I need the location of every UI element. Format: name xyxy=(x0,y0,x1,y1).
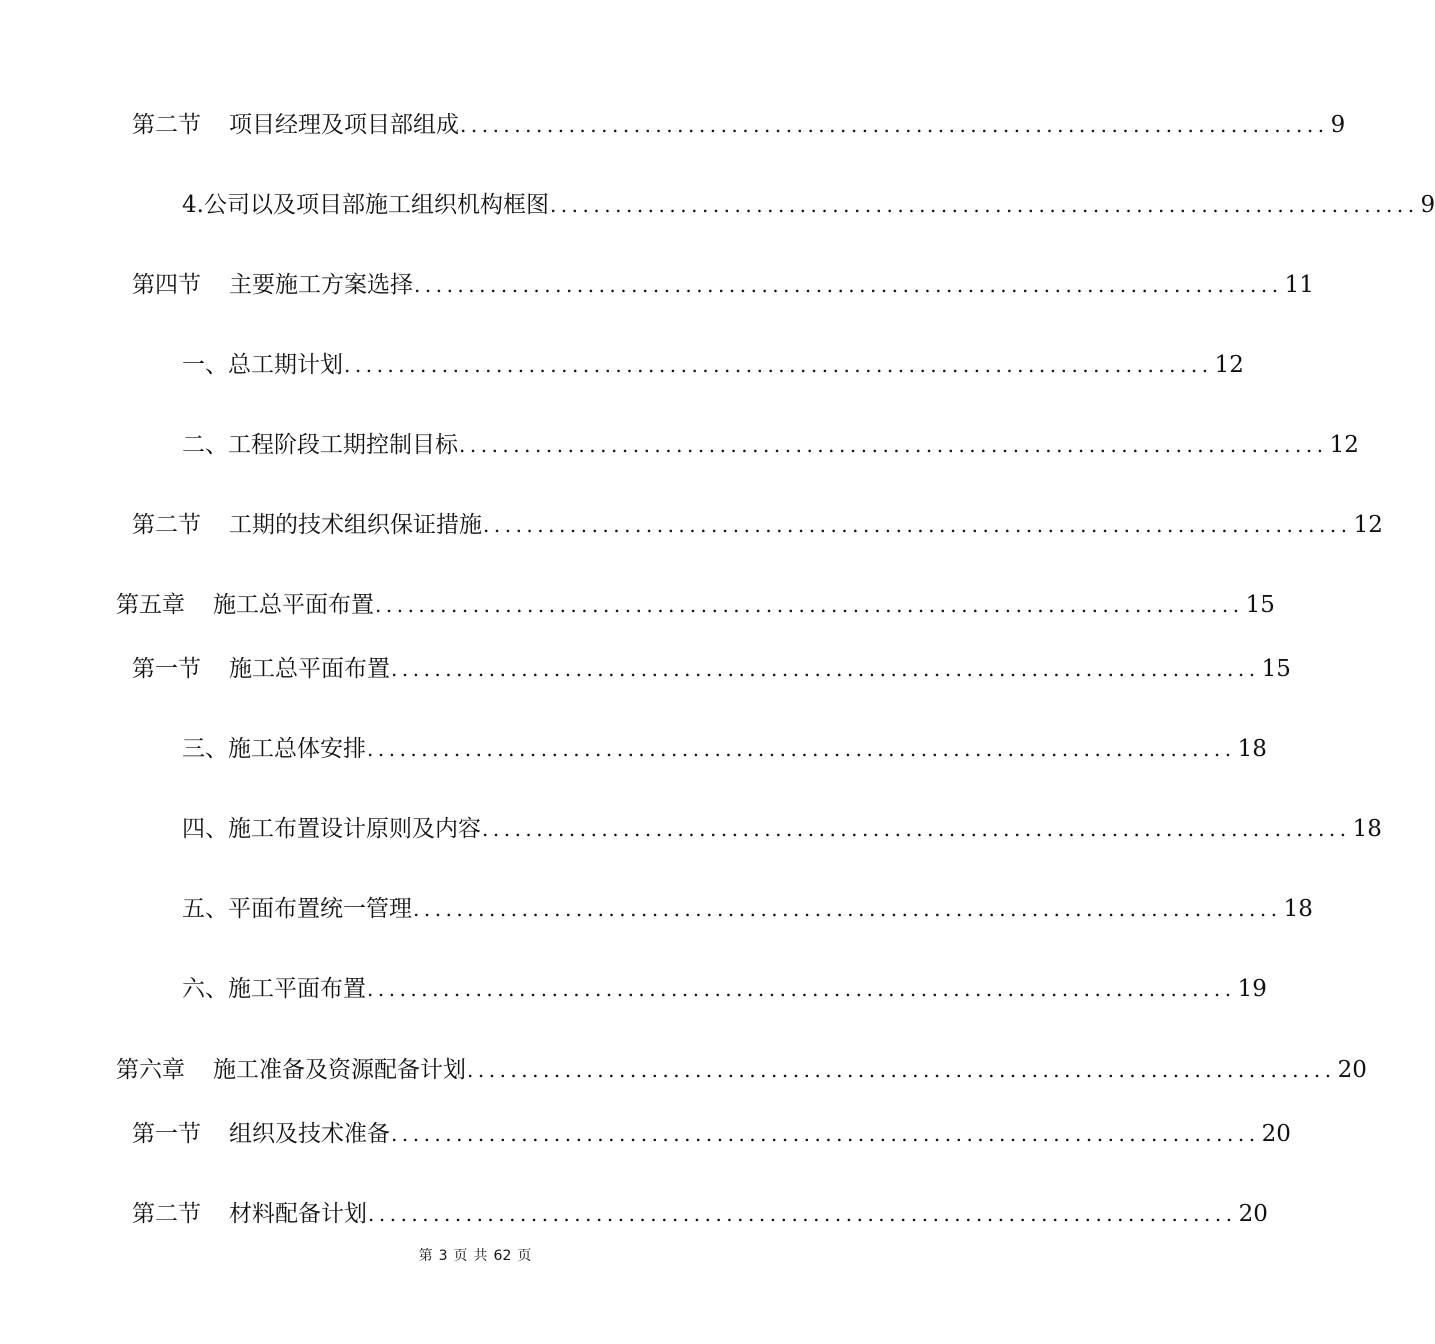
toc-entry-item[interactable] xyxy=(182,188,1435,222)
toc-page-number: 15 xyxy=(1245,592,1275,618)
footer-mid2: 共 xyxy=(473,1248,488,1264)
toc-entry-text: 四、施工布置设计原则及内容 xyxy=(182,816,481,842)
footer-total-pages: 62 xyxy=(493,1248,512,1264)
toc-entry-chapter[interactable] xyxy=(116,1053,1367,1087)
toc-page-number: 11 xyxy=(1284,272,1314,298)
toc-page-number: 18 xyxy=(1237,736,1267,762)
toc-entry-text: 第一节 组织及技术准备 xyxy=(132,1121,390,1147)
toc-leader-dots: ................................................................................ xyxy=(368,1202,1237,1226)
toc-entry-section[interactable] xyxy=(132,508,1383,542)
footer-prefix: 第 xyxy=(418,1248,433,1264)
toc-entry-item[interactable] xyxy=(182,732,1267,766)
toc-page-number: 18 xyxy=(1352,816,1382,842)
footer-mid1: 页 xyxy=(453,1248,468,1264)
page-footer xyxy=(0,1246,950,1266)
toc-page-number: 12 xyxy=(1214,352,1244,378)
toc-page-number: 9 xyxy=(1420,192,1435,218)
toc-leader-dots: ................................................................................ xyxy=(344,353,1213,377)
toc-entry-item[interactable] xyxy=(182,892,1313,926)
toc-entry-text: 一、总工期计划 xyxy=(182,352,343,378)
toc-entry-item[interactable] xyxy=(182,348,1244,382)
toc-entry-text: 第四节 主要施工方案选择 xyxy=(132,272,413,298)
toc-entry-chapter[interactable] xyxy=(116,588,1275,622)
toc-entry-text: 第一节 施工总平面布置 xyxy=(132,656,390,682)
footer-suffix: 页 xyxy=(517,1248,532,1264)
toc-page-number: 15 xyxy=(1261,656,1291,682)
toc-entry-text: 第六章 施工准备及资源配备计划 xyxy=(116,1057,466,1083)
toc-leader-dots: ................................................................................ xyxy=(375,593,1244,617)
toc-entry-text: 第二节 材料配备计划 xyxy=(132,1201,367,1227)
toc-page-number: 20 xyxy=(1238,1201,1268,1227)
toc-page-number: 12 xyxy=(1329,432,1359,458)
toc-page-number: 12 xyxy=(1353,512,1383,538)
toc-entry-text: 第二节 工期的技术组织保证措施 xyxy=(132,512,482,538)
toc-entry-text: 第二节 项目经理及项目部组成 xyxy=(132,112,459,138)
toc-leader-dots: ................................................................................ xyxy=(367,737,1236,761)
toc-entry-item[interactable] xyxy=(182,812,1382,846)
toc-entry-section[interactable] xyxy=(132,652,1291,686)
toc-page-number: 9 xyxy=(1330,112,1346,138)
toc-entry-item[interactable] xyxy=(182,972,1267,1006)
toc-entry-text: 五、平面布置统一管理 xyxy=(182,896,412,922)
toc-leader-dots: ................................................................................ xyxy=(467,1058,1336,1082)
toc-leader-dots: ................................................................................ xyxy=(391,1122,1260,1146)
toc-entry-section[interactable] xyxy=(132,1117,1291,1151)
footer-current-page: 3 xyxy=(438,1248,448,1264)
toc-entry-text: 三、施工总体安排 xyxy=(182,736,366,762)
toc-entry-text: 4.公司以及项目部施工组织机构框图 xyxy=(182,192,549,218)
toc-leader-dots: ................................................................................ xyxy=(413,897,1282,921)
toc-leader-dots: ................................................................................ xyxy=(459,433,1328,457)
toc-leader-dots: ................................................................................ xyxy=(367,977,1236,1001)
toc-leader-dots: ................................................................................ xyxy=(483,513,1352,537)
toc-entry-section[interactable] xyxy=(132,268,1314,302)
toc-page-number: 20 xyxy=(1261,1121,1291,1147)
toc-page-number: 18 xyxy=(1283,896,1313,922)
toc-leader-dots: ................................................................................ xyxy=(460,113,1329,137)
toc-leader-dots: ................................................................................ xyxy=(391,657,1260,681)
toc-entry-section[interactable] xyxy=(132,1197,1268,1231)
toc-page-number: 20 xyxy=(1337,1057,1367,1083)
toc-page-number: 19 xyxy=(1237,976,1267,1002)
toc-entry-section[interactable] xyxy=(132,108,1346,142)
toc-leader-dots: ................................................................................ xyxy=(549,193,1419,217)
toc-leader-dots: ................................................................................ xyxy=(482,817,1351,841)
toc-leader-dots: ................................................................................ xyxy=(414,273,1283,297)
toc-entry-text: 六、施工平面布置 xyxy=(182,976,366,1002)
toc-entry-item[interactable] xyxy=(182,428,1359,462)
toc-entry-text: 二、工程阶段工期控制目标 xyxy=(182,432,458,458)
toc-entry-text: 第五章 施工总平面布置 xyxy=(116,592,374,618)
